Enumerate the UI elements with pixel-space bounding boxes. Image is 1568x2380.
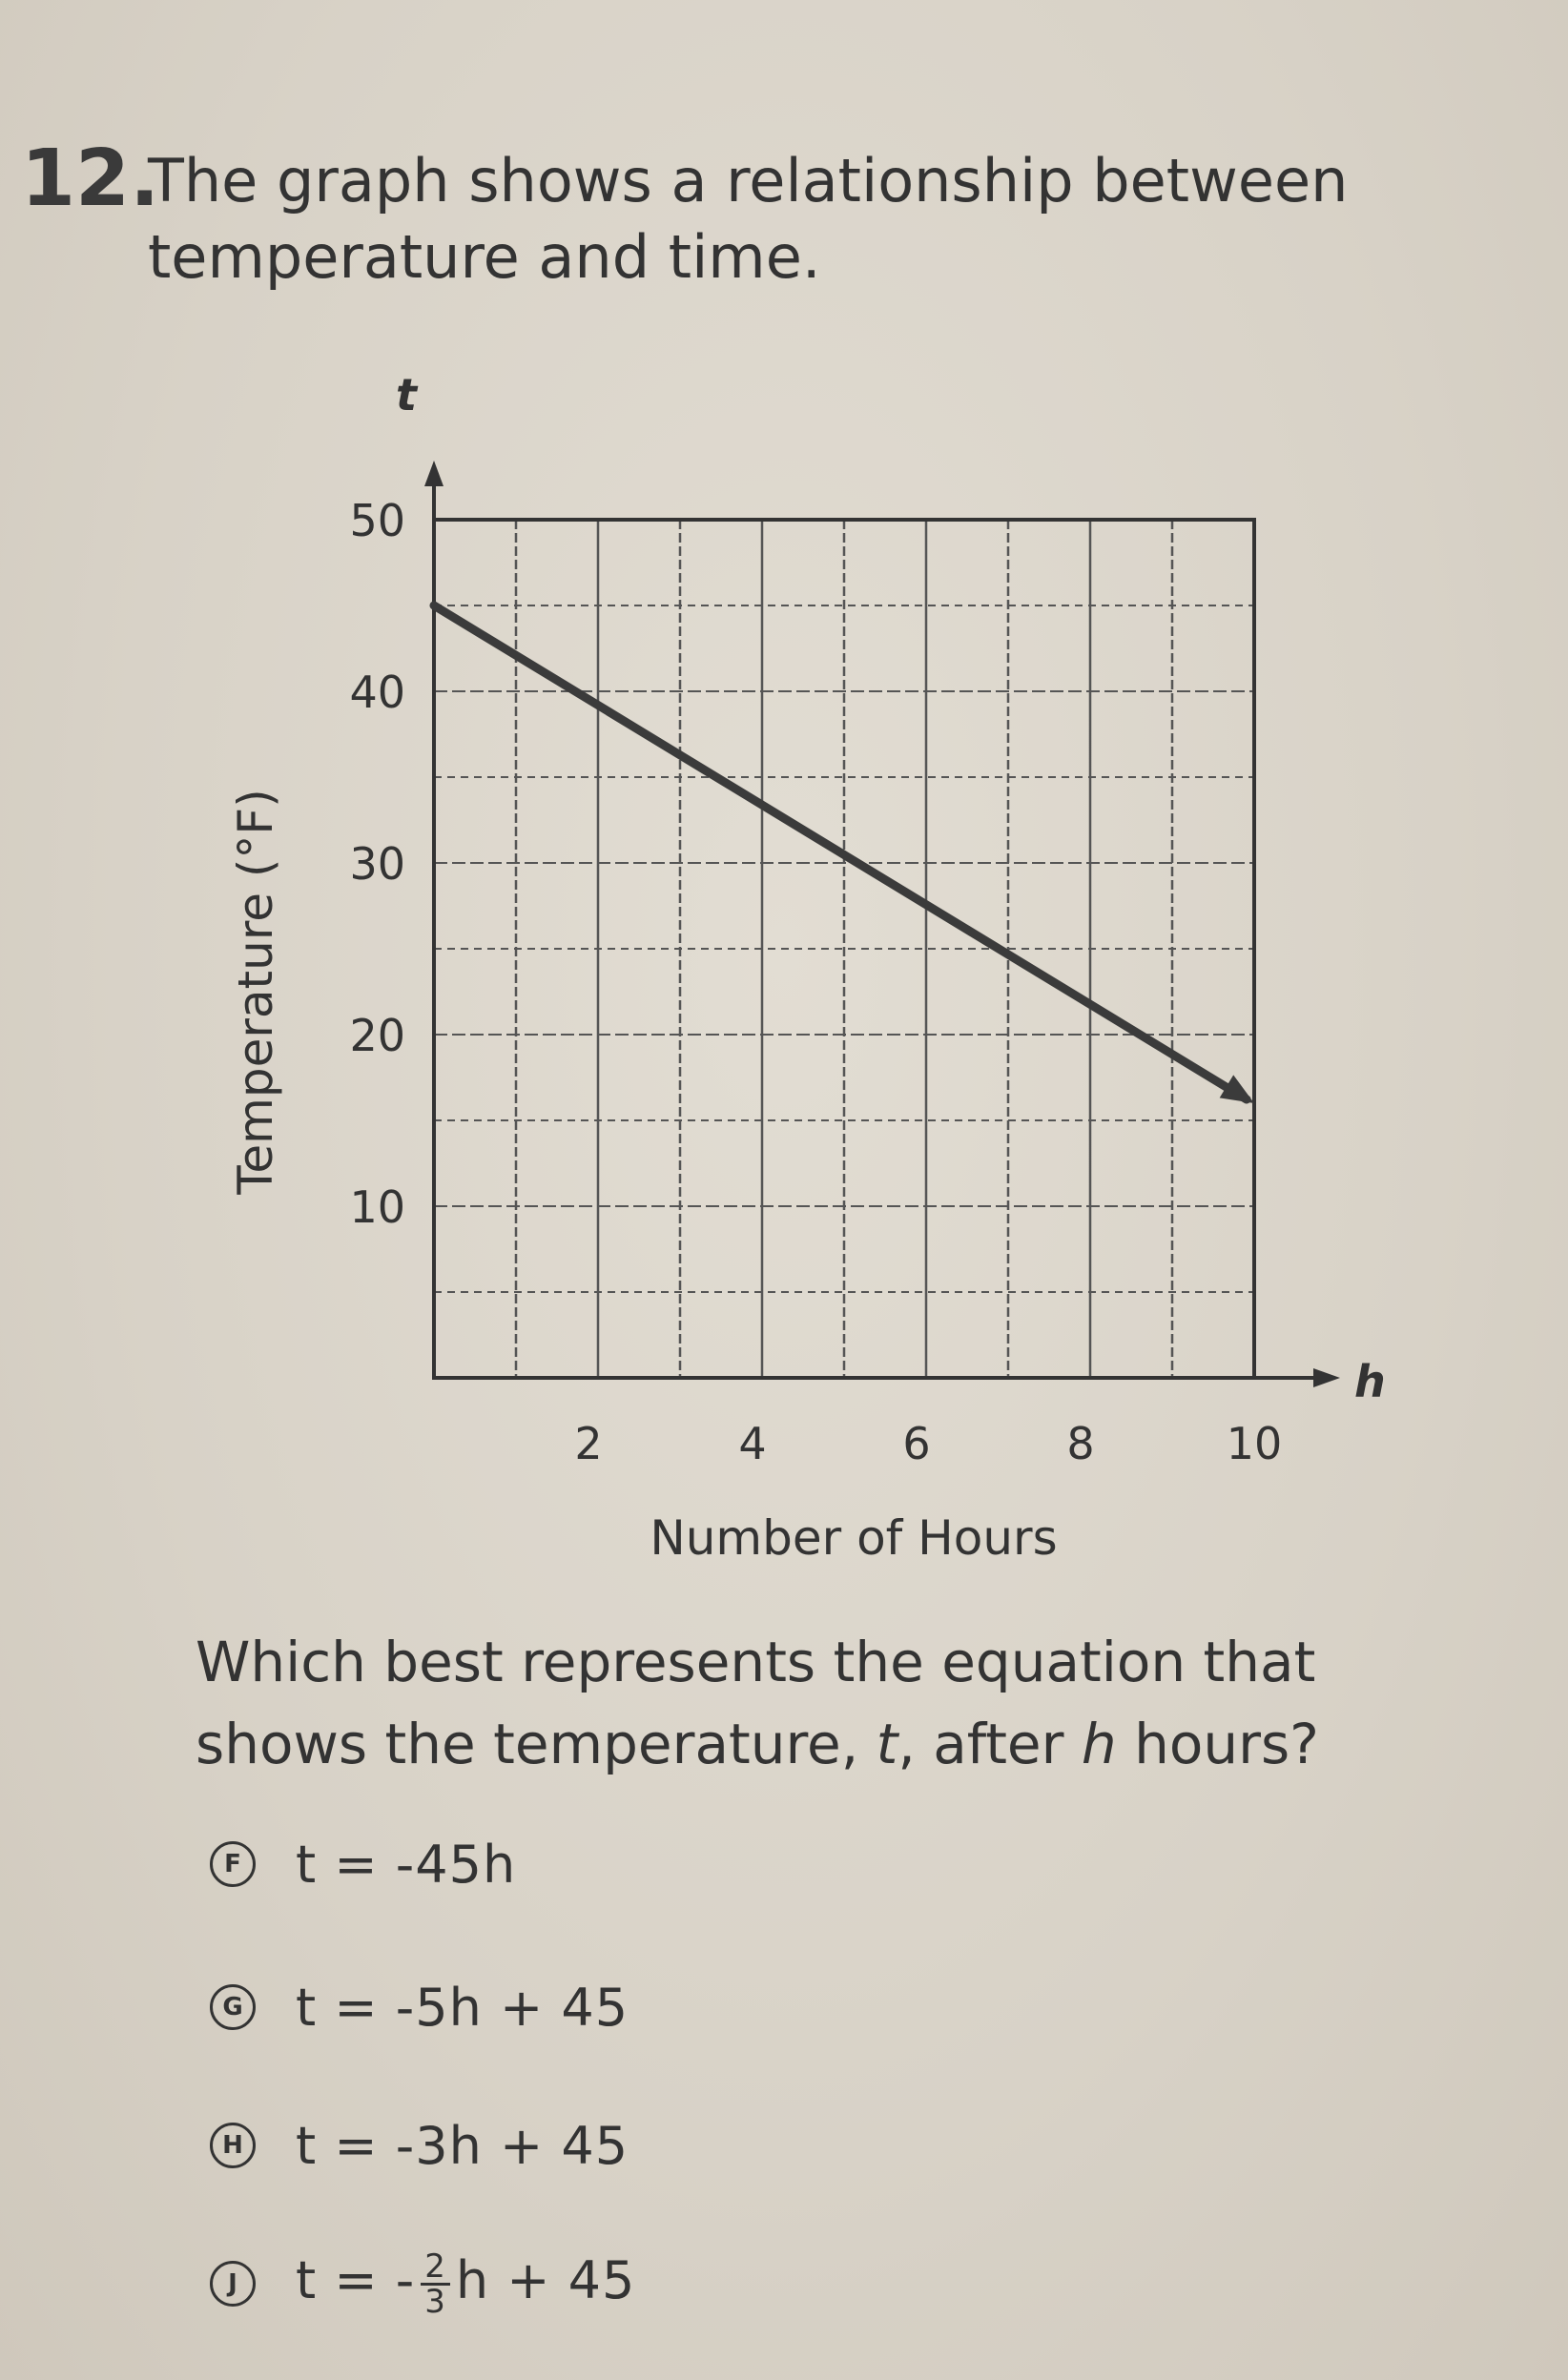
- x-tick-label: 2: [574, 1418, 603, 1469]
- x-axis-arrow-icon: [1313, 1368, 1340, 1387]
- chart-grid: [434, 520, 1254, 1378]
- prompt-line-1: Which best represents the equation that: [196, 1630, 1316, 1694]
- y-tick-label: 10: [349, 1181, 405, 1233]
- y-axis-variable: t: [396, 369, 417, 421]
- x-tick-label: 8: [1066, 1418, 1095, 1469]
- question-number: 12.: [21, 133, 160, 224]
- choice-f[interactable]: [210, 1826, 516, 1902]
- y-tick-label: 20: [349, 1010, 405, 1061]
- y-tick-label: 40: [349, 667, 405, 718]
- prompt-text: [196, 1621, 1435, 1785]
- choice-h[interactable]: [210, 2107, 629, 2184]
- y-axis-arrow-icon: [424, 461, 444, 486]
- y-tick-label: 50: [349, 495, 405, 546]
- question-line-2: temperature and time.: [148, 222, 821, 292]
- x-tick-label: 4: [738, 1418, 767, 1469]
- answer-bubble-g[interactable]: G: [210, 1984, 256, 2030]
- x-tick-label: 10: [1226, 1418, 1283, 1469]
- choice-g[interactable]: [210, 1969, 629, 2045]
- y-tick-label: 30: [349, 838, 405, 890]
- choice-h-equation: t = -3h + 45: [296, 2115, 629, 2176]
- choice-j[interactable]: [210, 2246, 635, 2322]
- x-axis-variable: h: [1354, 1356, 1386, 1407]
- choice-g-equation: t = -5h + 45: [296, 1977, 629, 2038]
- answer-bubble-f[interactable]: F: [210, 1841, 256, 1887]
- question-line-1: The graph shows a relationship between: [148, 146, 1349, 215]
- answer-bubble-h[interactable]: H: [210, 2123, 256, 2168]
- x-tick-label: 6: [902, 1418, 931, 1469]
- fraction: $\frac{2}{3}$: [421, 2250, 450, 2318]
- chart-axes: [424, 461, 1340, 1387]
- x-axis-title: Number of Hours: [650, 1510, 1058, 1566]
- choice-j-equation: t = - $\frac{2}{3}$ h + 45: [296, 2247, 636, 2321]
- answer-bubble-j[interactable]: J: [210, 2261, 256, 2307]
- y-axis-title: Temperature (°F): [228, 789, 283, 1195]
- prompt-line-2: shows the temperature, t, after h hours?: [196, 1712, 1319, 1776]
- chart-axis-labels: [228, 369, 1386, 1566]
- choice-f-equation: t = -45h: [296, 1834, 517, 1895]
- temperature-line: [434, 605, 1247, 1099]
